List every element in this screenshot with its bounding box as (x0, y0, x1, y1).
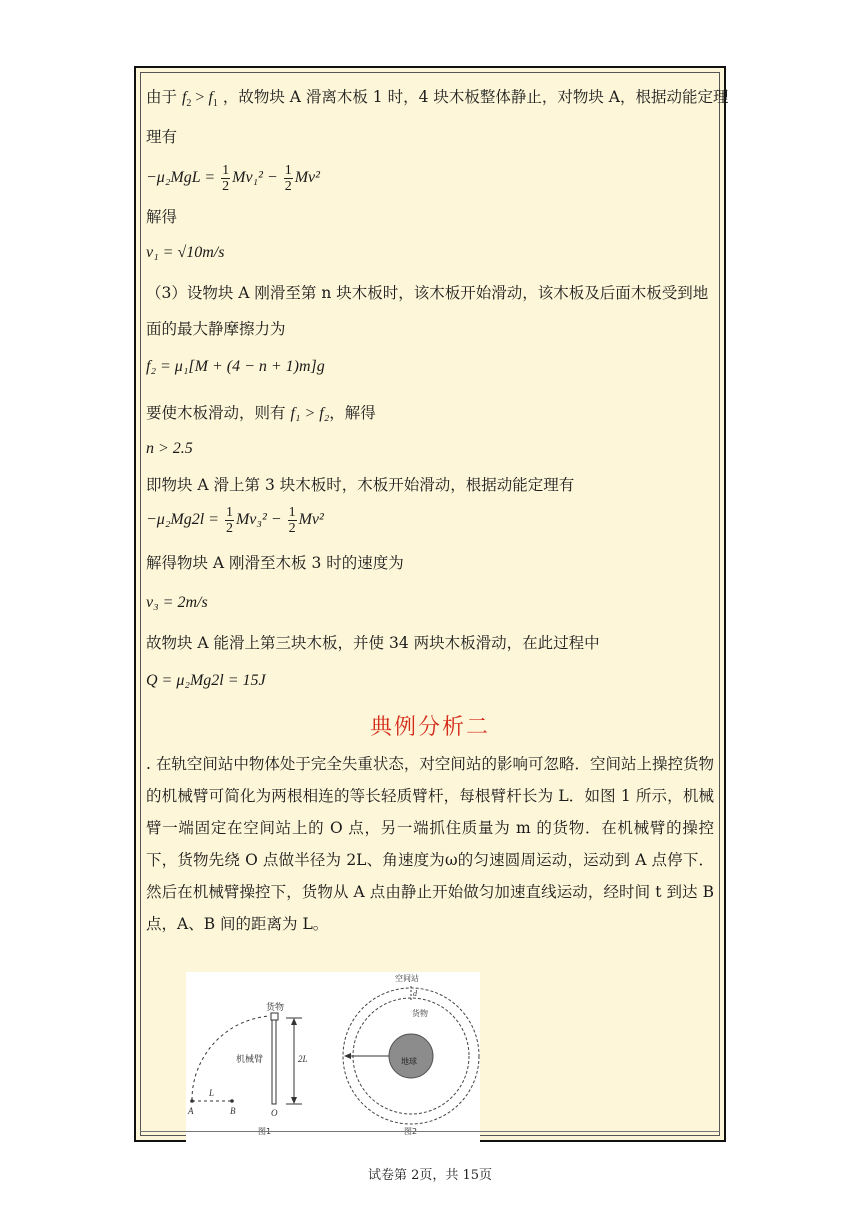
equation-energy-1: −μ₂MgL = $\frac{1}{2}$ Mv₁² − $\frac{1}{2}$ Mv² (146, 162, 320, 194)
fig2-earth-label: 地球 (401, 1057, 417, 1066)
solution-frame (134, 66, 729, 1142)
problem-figure (186, 972, 480, 1142)
arrowhead (344, 1053, 351, 1059)
line-6: 要使木板滑动，则有 f₁ > f₂，解得 (146, 404, 376, 422)
equation-Q: Q = μ₂Mg2l = 15J (146, 672, 266, 689)
line-5: 面的最大静摩擦力为 (146, 320, 286, 338)
point-a (190, 1099, 194, 1103)
math-inline: f₁ > f₂ (290, 405, 330, 422)
arrow-up (291, 1018, 297, 1025)
fig1-B-label: B (230, 1106, 236, 1116)
equation-v1: v₁ = √10m/s (146, 244, 225, 261)
equation-f2: f₂ = μ₁[M + (4 − n + 1)m]g (146, 358, 325, 375)
line-7: 即物块 A 滑上第 3 块木板时，木板开始滑动，根据动能定理有 (146, 476, 575, 494)
figure-svg (186, 972, 480, 1142)
page-footer: 试卷第 2页，共 15页 (367, 1168, 493, 1183)
equation-n: n > 2.5 (146, 440, 193, 457)
fig1-cargo-label: 货物 (266, 1003, 285, 1013)
problem-statement: . 在轨空间站中物体处于完全失重状态，对空间站的影响可忽略．空间站上操控货物的机械臂可简化为两根相连的等长轻质臂杆，每根臂杆长为 L．如图 1 所示，机械臂一端固定在空间站上的 O 点，另一端抓住质量为 m 的货物．在机械臂的操控下，货物先绕 O 点做半径为 2L、角速度为ω的匀速圆周运动，运动到 A 点停下．然后在机械臂操控下，货物从 A 点由静止开始做匀加速直线运动，经时间 t 到达 B 点，A、B 间的距离为 L。 (146, 755, 714, 933)
bottom-rule (140, 1131, 720, 1132)
fig2-cargo-label: 货物 (412, 1009, 428, 1018)
arrow-down (291, 1097, 297, 1104)
fraction: $\frac{1}{2}$ (284, 162, 292, 194)
line-9: 故物块 A 能滑上第三块木板，并使 34 两块木板滑动，在此过程中 (146, 634, 600, 652)
fig2-station-label: 空间站 (395, 974, 419, 983)
text: 由于 (146, 88, 178, 106)
line-3: 解得 (146, 208, 178, 226)
fig1-caption: 图1 (258, 1127, 272, 1136)
fig1-arm-label: 机械臂 (236, 1055, 264, 1065)
line-2: 理有 (146, 128, 178, 146)
line-4: （3）设物块 A 刚滑至第 n 块木板时，该木板开始滑动，该木板及后面木板受到地 (146, 284, 709, 302)
fig1-A-label: A (188, 1106, 194, 1116)
fig2-d-label: d (413, 989, 417, 998)
cargo-box (271, 1013, 278, 1020)
text: ，故物块 A 滑离木板 1 时，4 块木板整体静止，对物块 A，根据动能定理 (222, 88, 729, 106)
point-b (230, 1099, 234, 1103)
fraction: $\frac{1}{2}$ (222, 162, 230, 194)
fig1-2L-label: 2L (298, 1054, 308, 1064)
earth (389, 1034, 433, 1078)
section-title: 典例分析二 (369, 715, 490, 740)
fig1-O-label: O (271, 1108, 278, 1118)
equation-energy-2: −μ₂Mg2l = $\frac{1}{2}$ Mv₃² − $\frac{1}{2}$ Mv² (146, 504, 324, 536)
equation-v3: v₃ = 2m/s (146, 594, 208, 611)
line-1 (146, 86, 729, 115)
fraction: $\frac{1}{2}$ (288, 504, 296, 536)
fig1-L-label: L (209, 1088, 215, 1098)
fraction: $\frac{1}{2}$ (225, 504, 233, 536)
math-f2-gt-f1: $f_2 > f_1$ (181, 89, 218, 110)
line-8: 解得物块 A 刚滑至木板 3 时的速度为 (146, 554, 404, 572)
fig2-caption: 图2 (404, 1127, 418, 1136)
arm-rod (272, 1020, 276, 1104)
